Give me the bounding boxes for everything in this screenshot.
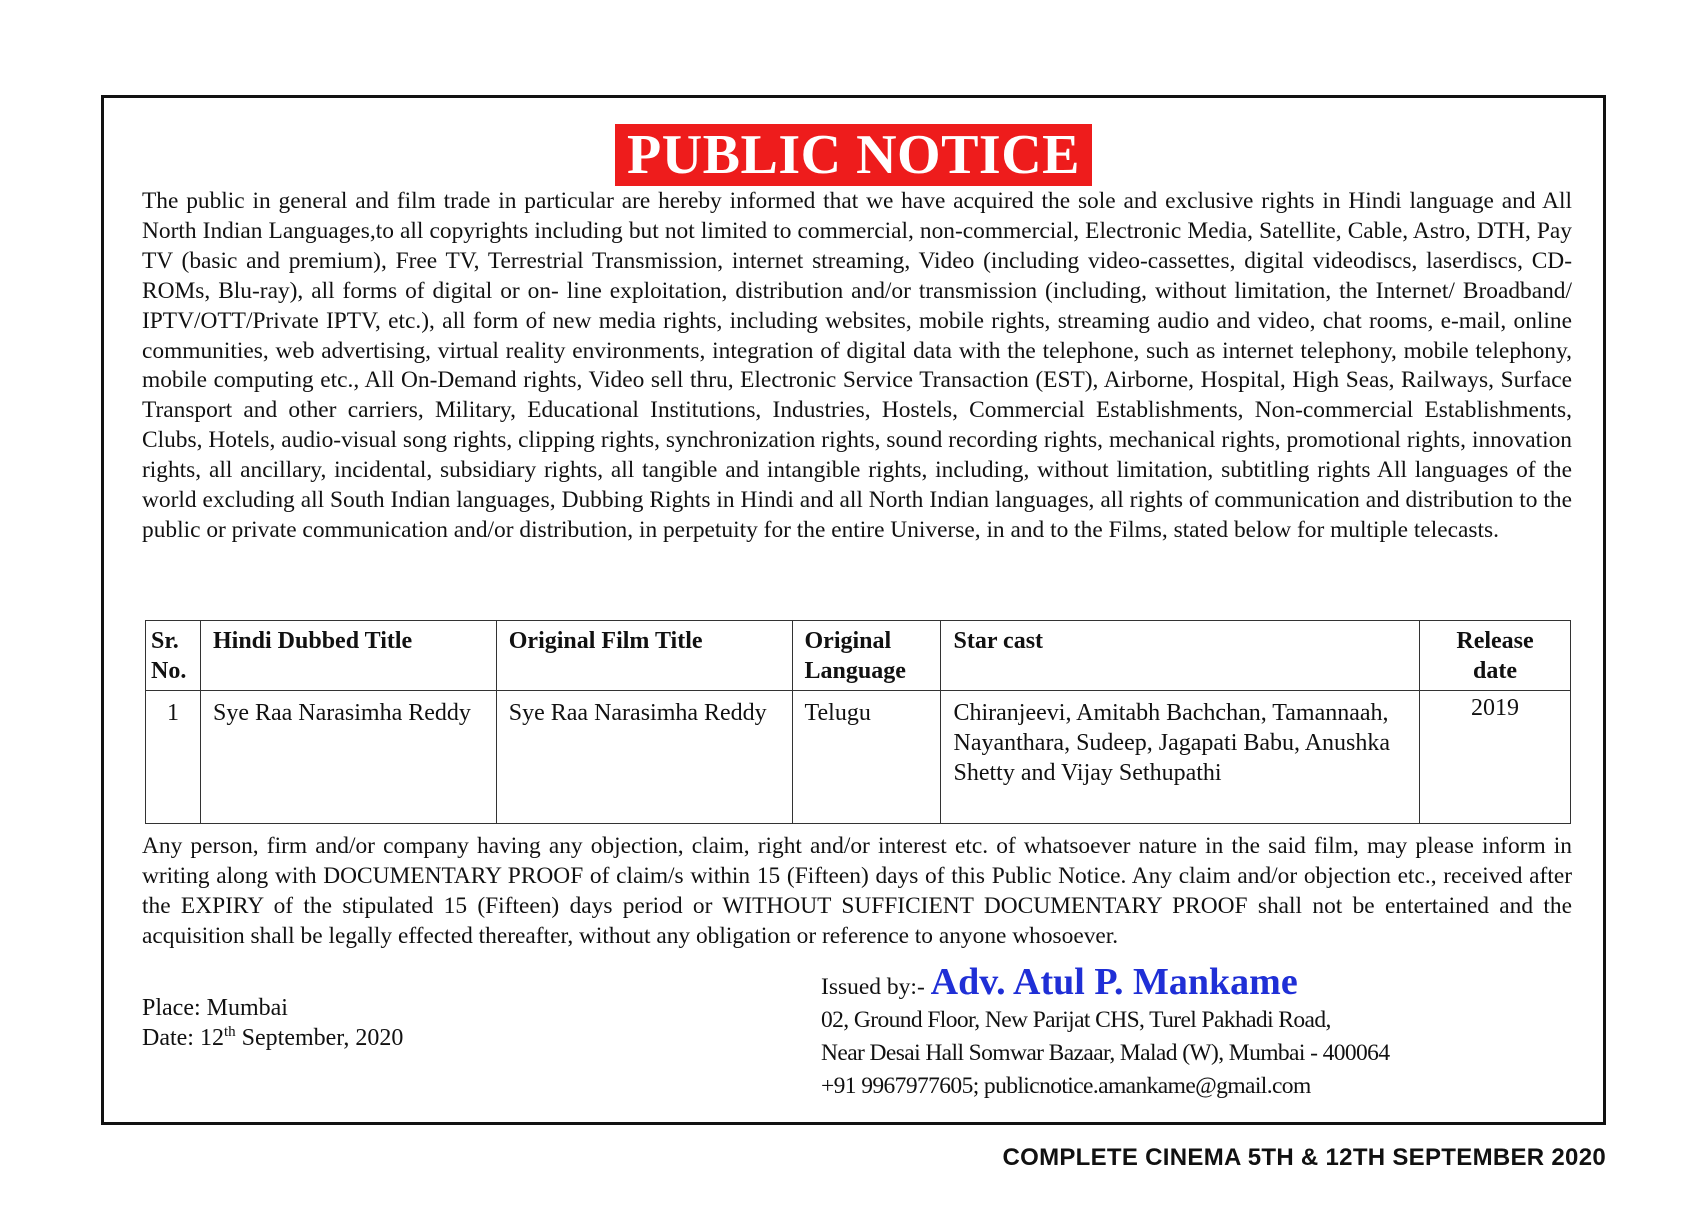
place-date-block [142,993,403,1053]
cell-release-date: 2019 [1420,691,1571,824]
publication-footer: COMPLETE CINEMA 5TH & 12TH SEPTEMBER 2020 [1002,1144,1606,1171]
header-sr-no [146,621,201,691]
date-prefix: Date: 12 [142,1025,224,1051]
header-star-cast: Star cast [941,621,1420,691]
date-superscript: th [223,1024,236,1040]
header-original-title: Original Film Title [496,621,792,691]
issuer-block [821,961,1390,1103]
cell-sr-no: 1 [146,691,201,824]
issued-by-line [821,961,1389,1004]
cell-hindi-title: Sye Raa Narasimha Reddy [200,691,496,824]
cell-original-title: Sye Raa Narasimha Reddy [496,691,792,824]
address-line-1: 02, Ground Floor, New Parijat CHS, Turel Pakhadi Road, [821,1007,1331,1033]
place-line: Place: Mumbai [142,995,288,1021]
cell-star-cast: Chiranjeevi, Amitabh Bachchan, Tamannaah, Nayanthara, Sudeep, Jagapati Babu, Anushka Shetty and Vijay Sethupathi [941,691,1420,824]
header-hindi-title: Hindi Dubbed Title [200,621,496,691]
header-release-line1: Release [1456,628,1534,654]
header-release-date [1420,621,1571,691]
notice-title: PUBLIC NOTICE [615,124,1092,186]
date-line [142,1023,403,1053]
table-row [146,691,1571,824]
header-release-line2: date [1473,658,1518,684]
address-line-2: Near Desai Hall Somwar Bazaar, Malad (W), Mumbai - 400064 [821,1040,1390,1066]
cell-language: Telugu [792,691,941,824]
objection-paragraph: Any person, firm and/or company having any objection, claim, right and/or interest etc. of whatsoever nature in the said film, may please inform in writing along with DOCUMENTARY PROOF of claim/s within 15 (Fifteen) days of this Public Notice. Any claim and/or objection etc., received after the EXPIRY of the stipulated 15 (Fifteen) days period or WITHOUT SUFFICIENT DOCUMENTARY PROOF shall not be entertained and the acquisition shall be legally effected thereafter, without any obligation or reference to anyone whosoever. [142,833,1572,949]
header-lang-line1: Original [804,628,892,654]
issued-by-label: Issued by:- [821,974,925,1000]
title-wrapper [104,124,1603,186]
film-table [145,620,1571,824]
table-header-row [146,621,1571,691]
header-lang-line2: Language [804,658,906,684]
header-sr-line2: No. [151,658,187,684]
header-original-language [792,621,941,691]
advocate-name: Adv. Atul P. Mankame [930,961,1298,1003]
date-suffix: September, 2020 [235,1025,404,1051]
public-notice-box [101,95,1606,1125]
header-sr-line1: Sr. [151,628,179,654]
contact-line: +91 9967977605; publicnotice.amankame@gmail.com [821,1073,1311,1099]
rights-paragraph: The public in general and film trade in particular are hereby informed that we have acquired the sole and exclusive rights in Hindi language and All North Indian Languages,to all copyrights including but not limited to commercial, non-commercial, Electronic Media, Satellite, Cable, Astro, DTH, Pay TV (basic and premium), Free TV, Terrestrial Transmission, internet streaming, Video (including video-cassettes, digital videodiscs, laserdiscs, CD-ROMs, Blu-ray), all forms of digital or on- line exploitation, distribution and/or transmission (including, without limitation, the Internet/ Broadband/ IPTV/OTT/Private IPTV, etc.), all form of new media rights, including websites, mobile rights, streaming audio and video, chat rooms, e-mail, online communities, web advertising, virtual reality environments, integration of digital data with the telephone, such as internet telephony, mobile telephony, mobile computing etc., All On-Demand rights, Video sell thru, Electronic Service Transaction (EST), Airborne, Hospital, High Seas, Railways, Surface Transport and other carriers, Military, Educational Institutions, Industries, Hostels, Commercial Establishments, Non-commercial Establishments, Clubs, Hotels, audio-visual song rights, clipping rights, synchronization rights, sound recording rights, mechanical rights, promotional rights, innovation rights, all ancillary, incidental, subsidiary rights, all tangible and intangible rights, including, without limitation, subtitling rights All languages of the world excluding all South Indian languages, Dubbing Rights in Hindi and all North Indian languages, all rights of communication and distribution to the public or private communication and/or distribution, in perpetuity for the entire Universe, in and to the Films, stated below for multiple telecasts. [142,188,1572,543]
